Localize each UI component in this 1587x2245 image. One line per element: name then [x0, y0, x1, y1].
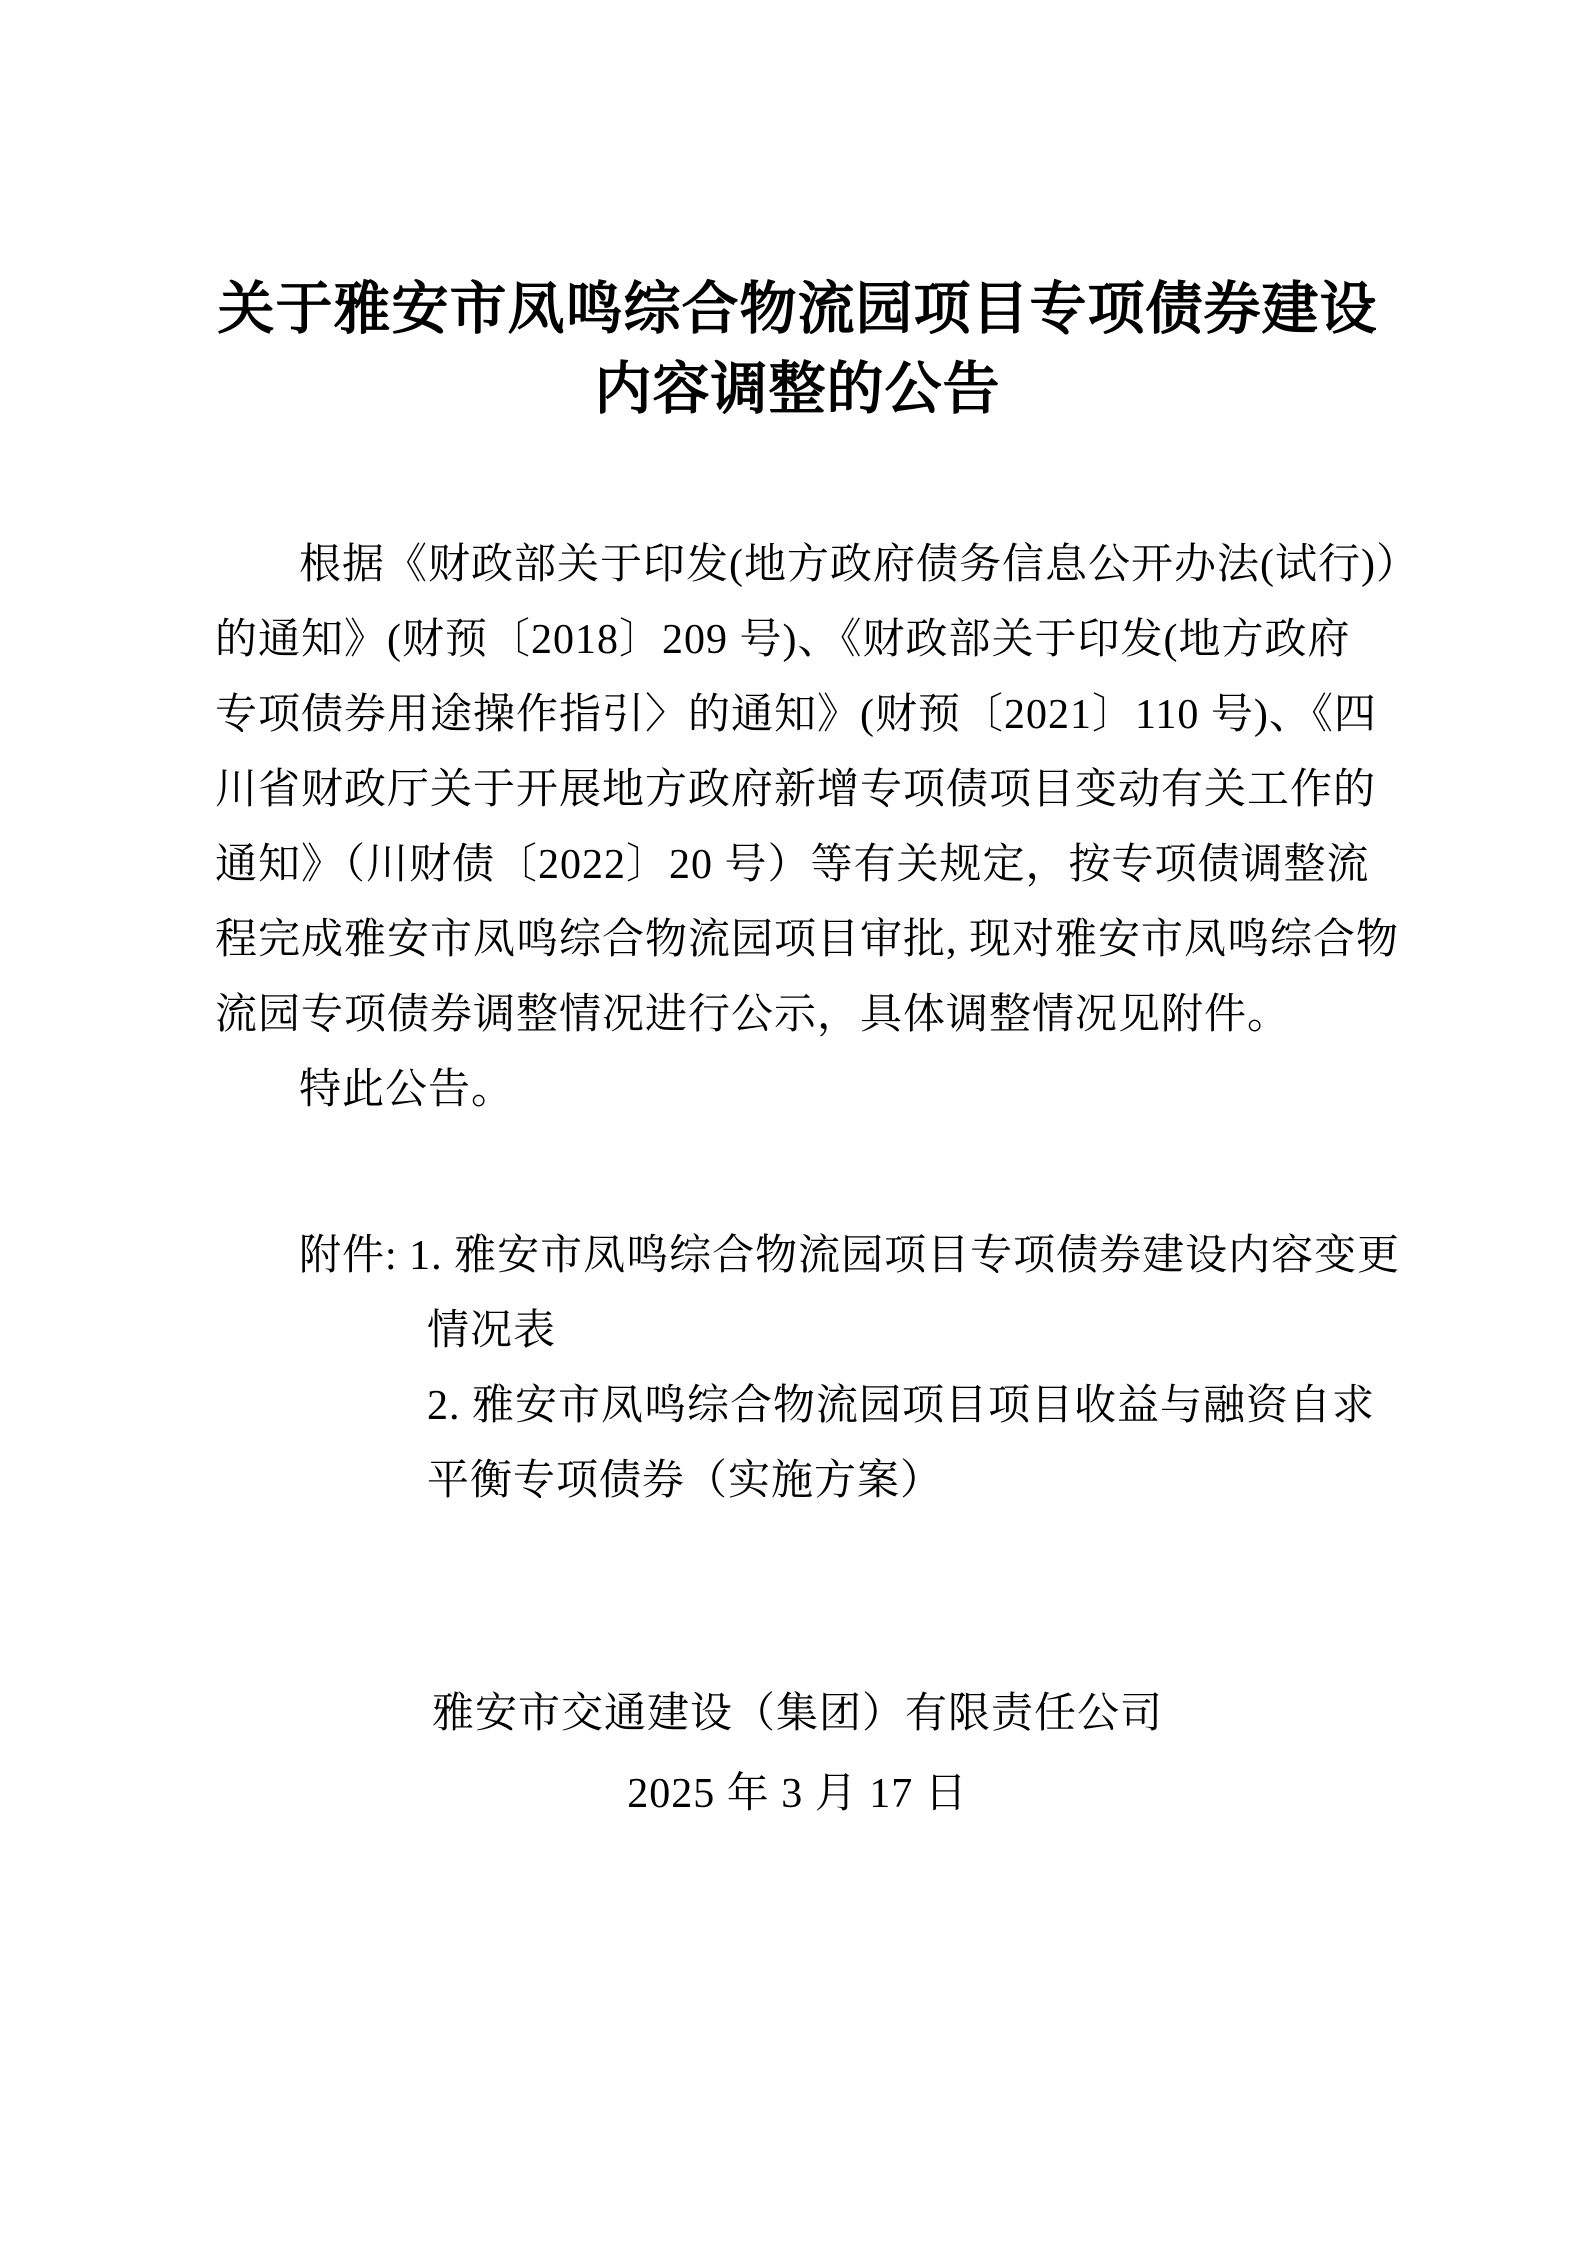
body-line: 通知》（川财债〔2022〕20 号）等有关规定，按专项债调整流 — [215, 842, 1370, 888]
signature-date: 2025 年 3 月 17 日 — [627, 1771, 968, 1817]
document-title — [215, 270, 1380, 430]
attachment-line: 平衡专项债券（实施方案） — [427, 1458, 944, 1504]
body-line: 流园专项债券调整情况进行公示，具体调整情况见附件。 — [215, 992, 1291, 1038]
body-paragraph — [215, 528, 1419, 1128]
body-line: 的通知》(财预〔2018〕209 号)、《财政部关于印发(地方政府 — [215, 617, 1351, 663]
body-line: 川省财政厅关于开展地方政府新增专项债项目变动有关工作的 — [215, 767, 1377, 813]
title-line-1: 关于雅安市凤鸣综合物流园项目专项债券建设 — [217, 278, 1378, 341]
attachment-line: 2. 雅安市凤鸣综合物流园项目项目收益与融资自求 — [427, 1383, 1376, 1429]
body-line: 专项债券用途操作指引〉的通知》(财预〔2021〕110 号)、《四 — [215, 692, 1377, 738]
attachment-line: 附件: 1. 雅安市凤鸣综合物流园项目专项债券建设内容变更 — [299, 1233, 1401, 1279]
attachment-line: 情况表 — [427, 1308, 557, 1354]
body-line: 程完成雅安市凤鸣综合物流园项目审批, 现对雅安市凤鸣综合物 — [215, 917, 1400, 963]
title-line-2: 内容调整的公告 — [594, 358, 1001, 421]
signature-organization: 雅安市交通建设（集团）有限责任公司 — [431, 1691, 1163, 1737]
attachments-list — [215, 1219, 1401, 1519]
body-line: 根据《财政部关于印发(地方政府债务信息公开办法(试行)） — [299, 542, 1419, 588]
closing-line: 特此公告。 — [299, 1067, 515, 1113]
signature-block — [215, 1674, 1380, 1834]
